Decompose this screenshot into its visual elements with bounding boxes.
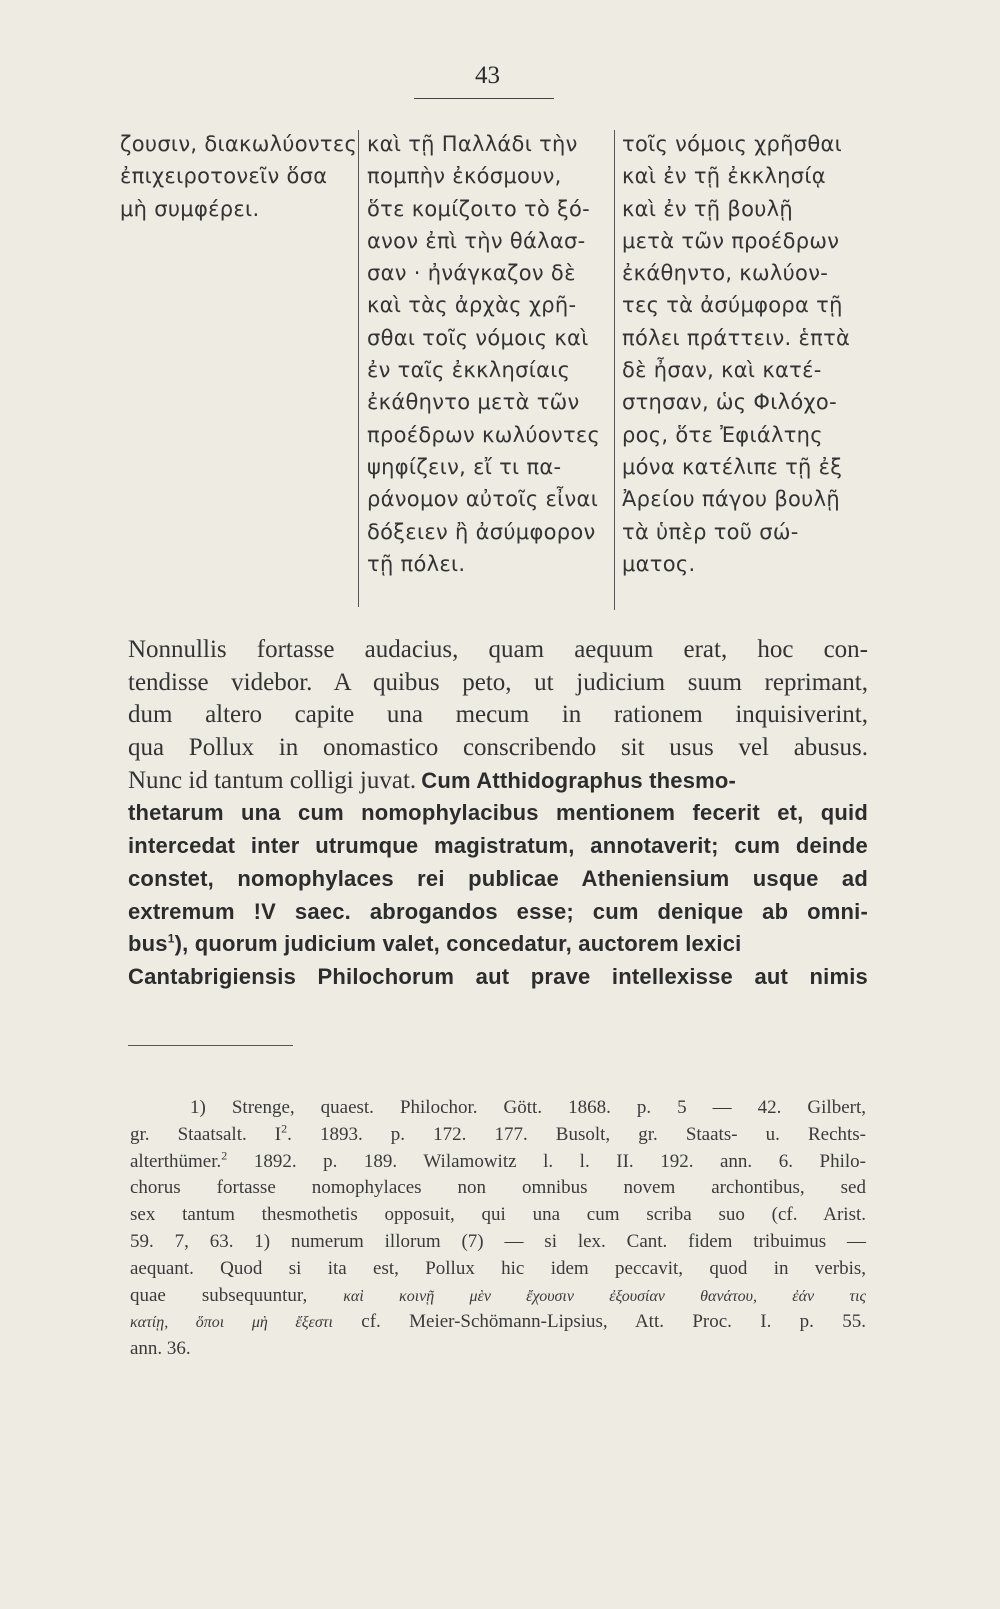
greek-line: πομπὴν ἐκόσμουν, bbox=[367, 164, 562, 189]
greek-line: πόλει πράττειν. ἑπτὰ bbox=[622, 325, 851, 350]
footnote-line: 59. 7, 63. 1) numerum illorum (7) — si lex. Cant. fidem tribuimus — bbox=[130, 1230, 866, 1252]
greek-line: ζουσιν, διακωλύοντες bbox=[120, 132, 358, 156]
greek-line: τοῖς νόμοις χρῆσθαι bbox=[622, 132, 843, 156]
greek-line: μόνα κατέλιπε τῇ ἐξ bbox=[622, 454, 843, 479]
greek-line: ρος, ὅτε Ἐφιάλτης bbox=[622, 422, 823, 447]
greek-line: ράνομον αὐτοῖς εἶναι bbox=[367, 487, 599, 512]
text-line-mixed bbox=[128, 765, 868, 798]
superscript: 2 bbox=[281, 1121, 288, 1136]
greek-line: σθαι τοῖς νόμοις καὶ bbox=[367, 325, 589, 350]
greek-line: καὶ ἐν τῇ βουλῇ bbox=[622, 196, 794, 221]
text-line: intercedat inter utrumque magistratum, annotaverit; cum deinde bbox=[128, 833, 868, 859]
footnote bbox=[130, 1095, 866, 1363]
greek-line: στησαν, ὡς Φιλόχο- bbox=[622, 390, 837, 415]
text-line: Cantabrigiensis Philochorum aut prave intellexisse aut nimis bbox=[128, 963, 868, 989]
text-segment: alterthümer. bbox=[130, 1150, 222, 1172]
greek-quote: καὶ κοινῇ μὲν ἔχουσιν ἐξουσίαν θανάτου, ἐάν τις bbox=[343, 1287, 867, 1305]
text-line: qua Pollux in onomastico conscribendo sit usus vel abusus. bbox=[128, 734, 868, 762]
text-line: thetarum una cum nomophylacibus mentionem fecerit et, quid bbox=[128, 800, 868, 826]
text-segment: ), quorum judicium valet, concedatur, auctorem lexici bbox=[174, 931, 742, 957]
greek-line: μετὰ τῶν προέδρων bbox=[622, 228, 840, 253]
greek-line: ματος. bbox=[622, 551, 696, 576]
greek-source-columns bbox=[120, 128, 880, 608]
text-segment: gr. Staatsalt. I bbox=[130, 1123, 282, 1145]
footnote-line-mixed bbox=[130, 1283, 866, 1310]
greek-line: μὴ συμφέρει. bbox=[120, 196, 260, 221]
greek-quote: κατίῃ, ὅποι μὴ ἔξεστι bbox=[130, 1314, 333, 1332]
column-divider bbox=[614, 130, 615, 610]
greek-column-3 bbox=[622, 128, 878, 580]
header-rule bbox=[414, 98, 554, 99]
text-segment: Cum Atthidographus thesmo- bbox=[421, 767, 737, 793]
footnote-line: sex tantum thesmothetis opposuit, qui una cum scriba suo (cf. Arist. bbox=[130, 1204, 866, 1226]
text-line: constet, nomophylaces rei publicae Atheniensium usque ad bbox=[128, 865, 868, 891]
text-line: dum altero capite una mecum in rationem inquisiverint, bbox=[128, 701, 868, 729]
footnote-rule bbox=[128, 1045, 293, 1046]
footnote-line: 1) Strenge, quaest. Philochor. Gött. 1868. p. 5 — 42. Gilbert, bbox=[190, 1097, 866, 1118]
body-paragraph bbox=[128, 634, 868, 994]
text-segment: 1892. p. 189. Wilamowitz l. l. II. 192. ann. 6. Philo- bbox=[227, 1150, 866, 1172]
text-segment: bus bbox=[128, 931, 168, 957]
greek-line: ψηφίζειν, εἴ τι πα- bbox=[367, 454, 562, 479]
footnote-ref: 1 bbox=[167, 931, 175, 946]
footnote-line: aequant. Quod si ita est, Pollux hic idem peccavit, quod in verbis, bbox=[130, 1257, 866, 1279]
greek-line: ἐκάθηντο, κωλύον- bbox=[622, 261, 829, 286]
greek-line: καὶ τὰς ἀρχὰς χρῆ- bbox=[367, 293, 577, 318]
greek-line: ἐκάθηντο μετὰ τῶν bbox=[367, 390, 580, 415]
greek-line: σαν · ἠνάγκαζον δὲ bbox=[367, 261, 576, 286]
footnote-line: chorus fortasse nomophylaces non omnibus novem archontibus, sed bbox=[130, 1177, 866, 1199]
greek-line: τῇ πόλει. bbox=[367, 551, 466, 576]
greek-line: τὰ ὑπὲρ τοῦ σώ- bbox=[622, 519, 799, 544]
greek-line: δόξειεν ἢ ἀσύμφορον bbox=[367, 519, 596, 544]
text-line: extremum !V saec. abrogandos esse; cum denique ab omni- bbox=[128, 898, 868, 924]
greek-line: ανον ἐπὶ τὴν θάλασ- bbox=[367, 228, 586, 253]
greek-line: τες τὰ ἀσύμφορα τῇ bbox=[622, 293, 843, 318]
greek-line: ὅτε κομίζοιτο τὸ ξό- bbox=[367, 196, 591, 221]
text-line: Nonnullis fortasse audacius, quam aequum erat, hoc con- bbox=[128, 636, 868, 663]
text-segment: Nunc id tantum colligi juvat. bbox=[128, 766, 417, 794]
text-segment: cf. Meier-Schömann-Lipsius, Att. Proc. I. p. 55. bbox=[361, 1311, 867, 1333]
footnote-line-mixed bbox=[130, 1309, 866, 1336]
greek-line: καὶ τῇ Παλλάδι τὴν bbox=[367, 132, 578, 156]
greek-line: ἐν ταῖς ἐκκλησίαις bbox=[367, 358, 571, 383]
footnote-line-mixed bbox=[130, 1122, 866, 1149]
page-number: 43 bbox=[475, 62, 500, 89]
greek-line: δὲ ἦσαν, καὶ κατέ- bbox=[622, 358, 822, 383]
footnote-line: ann. 36. bbox=[130, 1338, 191, 1360]
greek-line: καὶ ἐν τῇ ἐκκλησίᾳ bbox=[622, 164, 826, 189]
text-line-with-footnote-ref bbox=[128, 928, 868, 961]
text-segment: . 1893. p. 172. 177. Busolt, gr. Staats- u. Rechts- bbox=[287, 1123, 866, 1145]
column-divider bbox=[358, 130, 359, 607]
footnote-line-mixed bbox=[130, 1149, 866, 1176]
greek-line: Ἀρείου πάγου βουλῇ bbox=[622, 487, 840, 512]
superscript: 2 bbox=[221, 1148, 228, 1163]
greek-line: ἐπιχειροτονεῖν ὅσα bbox=[120, 164, 328, 189]
text-line: tendisse videbor. A quibus peto, ut judicium suum reprimant, bbox=[128, 668, 868, 696]
greek-line: προέδρων κωλύοντες bbox=[367, 422, 601, 447]
greek-column-1 bbox=[120, 128, 358, 225]
text-segment: quae subsequuntur, bbox=[130, 1284, 308, 1306]
greek-column-2 bbox=[367, 128, 607, 580]
